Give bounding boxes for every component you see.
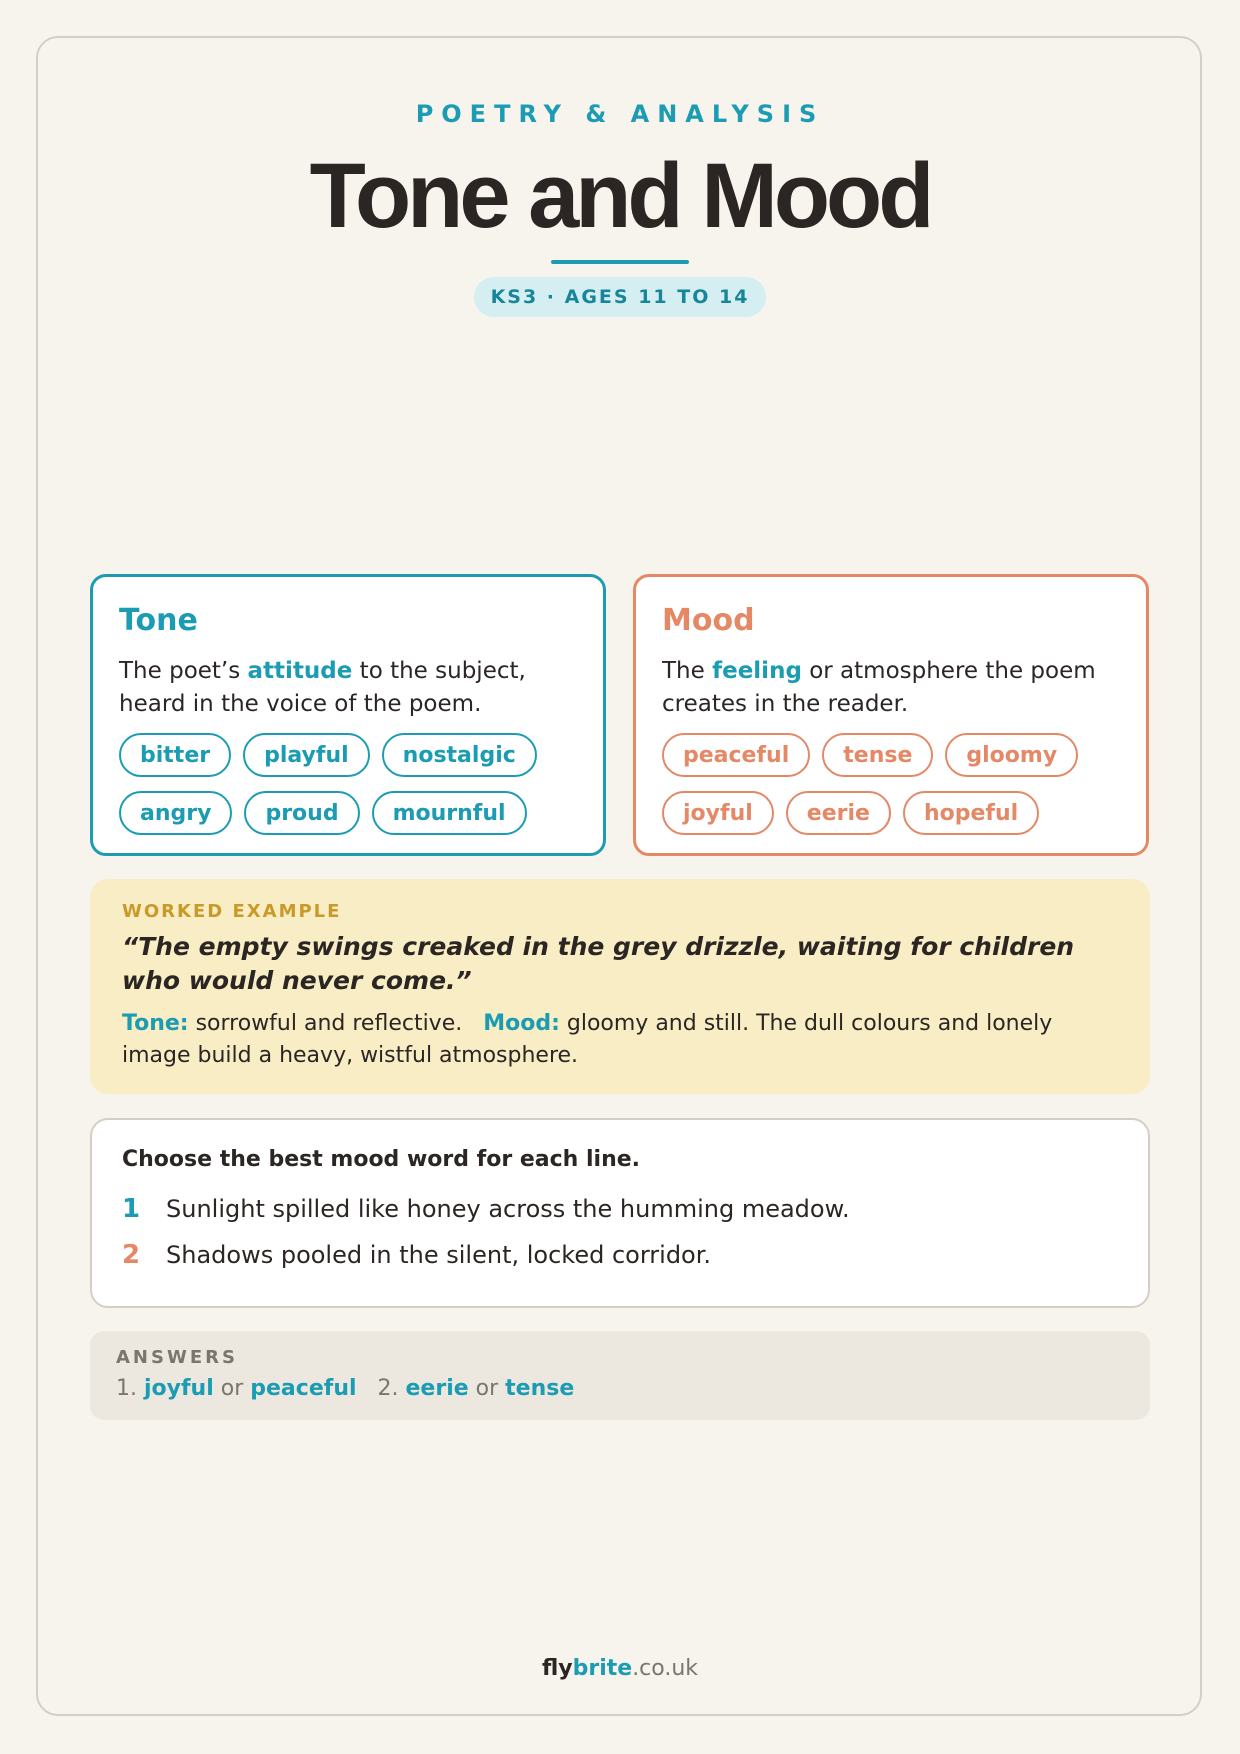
- mood-definition: [662, 655, 1120, 721]
- example-quote: “The empty swings creaked in the grey drizzle, waiting for children who would never come.”: [122, 932, 1075, 995]
- answers-line: [116, 1376, 1124, 1401]
- answer-number: 1.: [116, 1376, 144, 1401]
- mood-heading: Mood: [662, 603, 755, 638]
- tone-keyword: attitude: [247, 658, 353, 684]
- mood-chip: tense: [822, 733, 933, 777]
- mood-chip-list: [662, 733, 1120, 835]
- title-divider: [551, 260, 689, 264]
- tone-chip: proud: [244, 791, 359, 835]
- tone-heading: Tone: [119, 603, 198, 638]
- mood-chip: gloomy: [945, 733, 1078, 777]
- task-prompt: Choose the best mood word for each line.: [122, 1147, 641, 1172]
- example-mood-text: gloomy and still. The dull colours and lonely image build a heavy, wistful atmosphere.: [122, 1011, 1053, 1068]
- mood-chip: peaceful: [662, 733, 810, 777]
- tone-chip-list: [119, 733, 577, 835]
- tone-card: [90, 574, 606, 856]
- tone-chip: bitter: [119, 733, 231, 777]
- tone-definition: [119, 655, 577, 721]
- task-item: [122, 1238, 1118, 1272]
- page-title: Tone and Mood: [309, 145, 931, 247]
- age-badge: KS3 · AGES 11 TO 14: [474, 277, 766, 317]
- brand-fly: fly: [541, 1656, 573, 1681]
- task-item-number: 2: [122, 1240, 141, 1270]
- answer-or: or: [468, 1376, 506, 1401]
- mood-chip: joyful: [662, 791, 774, 835]
- mood-chip: hopeful: [903, 791, 1039, 835]
- task-panel: [90, 1118, 1150, 1308]
- brand-domain: .co.uk: [632, 1656, 699, 1681]
- worked-example-label: WORKED EXAMPLE: [122, 901, 342, 922]
- brand-brite: brite: [572, 1656, 633, 1681]
- answer-word: joyful: [143, 1376, 214, 1401]
- example-mood-label: Mood:: [483, 1011, 560, 1036]
- footer-brand: [0, 1656, 1240, 1681]
- task-item-number: 1: [122, 1194, 141, 1224]
- tone-chip: angry: [119, 791, 232, 835]
- eyebrow-subject: POETRY & ANALYSIS: [415, 100, 825, 128]
- answer-number: 2.: [377, 1376, 406, 1401]
- example-tone-label: Tone:: [122, 1011, 189, 1036]
- tone-chip: mournful: [372, 791, 527, 835]
- answer-word: peaceful: [250, 1376, 357, 1401]
- tone-def-start: The poet’s: [119, 658, 248, 684]
- answers-label: ANSWERS: [116, 1347, 238, 1368]
- task-item: [122, 1192, 1118, 1226]
- example-analysis: [122, 1008, 1118, 1072]
- tone-def-end: to the subject, heard in the voice of the poem.: [119, 658, 526, 717]
- mood-def-start: The: [662, 658, 713, 684]
- tone-chip: playful: [243, 733, 370, 777]
- mood-def-end: or atmosphere the poem creates in the reader.: [662, 658, 1096, 717]
- answer-word: tense: [505, 1376, 575, 1401]
- mood-chip: eerie: [786, 791, 891, 835]
- example-tone-text: sorrowful and reflective.: [188, 1011, 463, 1036]
- answer-or: or: [213, 1376, 251, 1401]
- task-item-text: Shadows pooled in the silent, locked corridor.: [166, 1241, 712, 1269]
- answers-panel: [90, 1331, 1150, 1420]
- mood-card: [633, 574, 1149, 856]
- tone-chip: nostalgic: [382, 733, 537, 777]
- task-item-text: Sunlight spilled like honey across the humming meadow.: [166, 1195, 850, 1223]
- mood-keyword: feeling: [712, 658, 802, 684]
- answer-word: eerie: [405, 1376, 469, 1401]
- worked-example-panel: [90, 879, 1150, 1094]
